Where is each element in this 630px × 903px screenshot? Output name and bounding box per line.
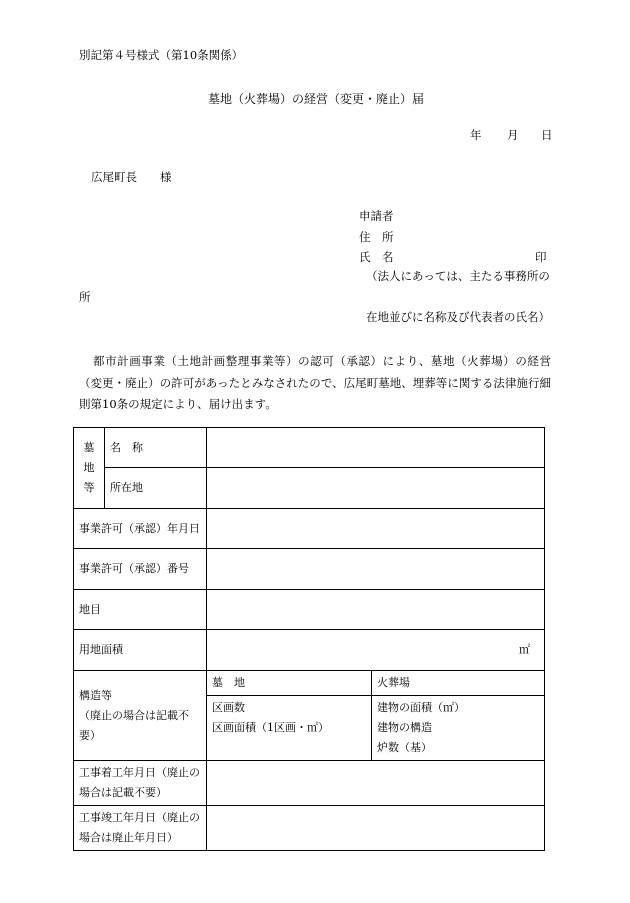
structure-label-main: 構造等 [79,688,112,702]
permit-number-label: 事業許可（承認）番号 [74,549,207,590]
seal-label: 印 [535,250,547,264]
construction-start-field[interactable] [207,761,545,806]
date-month-label: 月 [507,128,519,142]
permit-number-field[interactable] [207,549,545,590]
structure-label [74,671,207,761]
site-area-field[interactable] [207,630,545,671]
crematorium-subheader: 火葬場 [372,671,545,696]
construction-end-field[interactable] [207,806,545,851]
building-area-label: 建物の面積（㎡） [377,701,465,714]
name-label: 名 称 [105,428,207,468]
applicant-address-label: 住 所 [359,230,394,244]
furnace-count-label: 炉数（基） [377,741,432,754]
construction-start-label: 工事着工年月日（廃止の場合は記載不要） [74,761,207,806]
site-area-label: 用地面積 [74,630,207,671]
site-area-unit: ㎡ [519,643,530,656]
group-char-1: 墓 [83,441,95,454]
plot-count-label: 区画数 [212,701,245,714]
location-field[interactable] [207,468,545,509]
structure-label-note: （廃止の場合は記載不要） [79,708,189,742]
crematorium-details-cell[interactable] [372,696,545,761]
corporation-note-line2: 在地並びに名称及び代表者の氏名） [366,310,550,324]
building-structure-label: 建物の構造 [377,721,432,734]
form-reference: 別記第４号様式（第10条関係） [79,48,244,62]
permit-date-label: 事業許可（承認）年月日 [74,509,207,549]
addressee: 広尾町長 様 [91,170,172,184]
name-field[interactable] [207,428,545,468]
notification-body-text: 都市計画事業（土地計画整理事業等）の認可（承認）により、墓地（火葬場）の経営（変更・廃止）の許可があったとみなされたので、広尾町墓地、埋葬等に関する法律施行細則第10条の規定により、届け出ます。 [79,354,551,411]
location-label: 所在地 [105,468,207,509]
notification-body [79,351,551,416]
corporation-note-wrap: 所 [79,290,91,304]
date-year-label: 年 [470,128,482,142]
permit-date-field[interactable] [207,509,545,549]
plot-area-label: 区画面積（1区画・㎡） [212,721,329,734]
group-char-3: 等 [83,481,95,494]
land-category-label: 地目 [74,590,207,630]
group-char-2: 地 [83,461,95,474]
applicant-name-label: 氏 名 [359,250,394,264]
cemetery-details-cell[interactable] [207,696,372,761]
document-title: 墓地（火葬場）の経営（変更・廃止）届 [208,92,425,106]
cemetery-group-header [74,428,105,509]
cemetery-subheader: 墓 地 [207,671,372,696]
land-category-field[interactable] [207,590,545,630]
notification-form-table [73,427,545,851]
construction-end-label: 工事竣工年月日（廃止の場合は廃止年月日） [74,806,207,851]
date-day-label: 日 [541,128,553,142]
corporation-note-line1: （法人にあっては、主たる事務所の [366,269,550,283]
applicant-label: 申請者 [359,209,394,223]
